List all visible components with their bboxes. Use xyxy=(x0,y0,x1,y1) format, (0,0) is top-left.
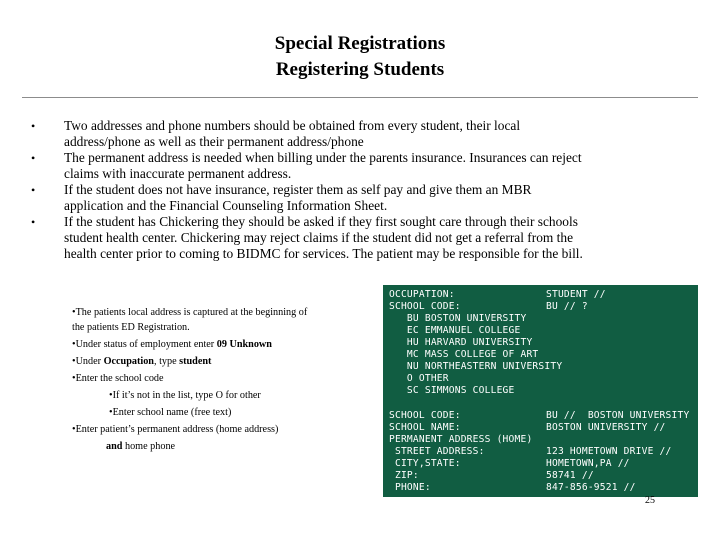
bullet-line: student health center. Chickering may reject claims if the student did not get a referral from the xyxy=(64,230,574,245)
terminal-row xyxy=(389,446,672,458)
terminal-field-label: SCHOOL NAME: xyxy=(389,422,461,433)
terminal-row xyxy=(389,482,636,494)
terminal-row xyxy=(389,301,588,313)
terminal-field-label: OCCUPATION: xyxy=(389,289,455,300)
terminal-field-label: ZIP: xyxy=(389,470,419,481)
bullet-item xyxy=(0,214,684,262)
bullet-line: address/phone as well as their permanent address/phone xyxy=(64,134,364,149)
terminal-row xyxy=(389,385,515,397)
terminal-row xyxy=(389,422,666,434)
bullet-marker: • xyxy=(31,151,36,165)
terminal-row xyxy=(389,410,690,422)
note-school-code: •Enter the school code xyxy=(72,373,164,384)
terminal-field-label: HU HARVARD UNIVERSITY xyxy=(389,337,533,348)
note-employment: •Under status of employment enter 09 Unknown xyxy=(72,339,272,350)
terminal-row xyxy=(389,470,594,482)
terminal-field-label: BU BOSTON UNIVERSITY xyxy=(389,313,527,324)
terminal-row xyxy=(389,313,526,325)
terminal-field-value: BOSTON UNIVERSITY // xyxy=(546,422,666,433)
note-permanent-address: •Enter patient’s permanent address (home address) xyxy=(72,424,279,435)
terminal-row xyxy=(389,361,562,373)
terminal-field-value: 847-856-9521 // xyxy=(546,482,636,493)
note-occupation: •Under Occupation, type student xyxy=(72,356,212,367)
terminal-row xyxy=(389,373,449,385)
terminal-row xyxy=(389,337,532,349)
terminal-row xyxy=(389,325,520,337)
slide-title xyxy=(0,31,720,83)
bullet-line: The permanent address is needed when billing under the parents insurance. Insurances can reject xyxy=(64,150,582,165)
terminal-field-label: O OTHER xyxy=(389,373,449,384)
note-local-address-cont: the patients ED Registration. xyxy=(72,322,190,333)
note-school-name: •Enter school name (free text) xyxy=(109,407,232,418)
terminal-row xyxy=(389,434,532,446)
terminal-field-label: SCHOOL CODE: xyxy=(389,301,461,312)
note-home-phone: and home phone xyxy=(106,441,176,452)
title-line-1: Special Registrations xyxy=(274,33,446,54)
page-number: 25 xyxy=(645,495,655,506)
terminal-field-label: STREET ADDRESS: xyxy=(389,446,485,457)
terminal-field-label: SC SIMMONS COLLEGE xyxy=(389,385,515,396)
bullet-item xyxy=(0,150,684,182)
registration-notes xyxy=(72,304,364,455)
bullet-item xyxy=(0,118,684,150)
bullet-marker: • xyxy=(31,183,36,197)
bullet-line: application and the Financial Counseling Information Sheet. xyxy=(64,198,388,213)
terminal-field-label: NU NORTHEASTERN UNIVERSITY xyxy=(389,361,563,372)
terminal-field-value: STUDENT // xyxy=(546,289,606,300)
registration-terminal-screenshot xyxy=(383,285,698,497)
bullet-line: Two addresses and phone numbers should be obtained from every student, their local xyxy=(64,118,521,133)
terminal-row xyxy=(389,289,606,301)
bullet-line: health center prior to coming to BIDMC for services. The patient may be responsible for the bill. xyxy=(64,246,583,261)
bullet-marker: • xyxy=(31,215,36,229)
note-other-code: •If it’s not in the list, type O for other xyxy=(109,390,261,401)
terminal-field-label: PERMANENT ADDRESS (HOME) xyxy=(389,434,533,445)
title-line-2: Registering Students xyxy=(275,59,445,80)
bullet-line: If the student does not have insurance, register them as self pay and give them an MBR xyxy=(64,182,532,197)
terminal-field-label: MC MASS COLLEGE OF ART xyxy=(389,349,539,360)
terminal-field-value: BU // BOSTON UNIVERSITY xyxy=(546,410,690,421)
bullet-list xyxy=(0,118,720,262)
bullet-item xyxy=(0,182,684,214)
terminal-field-value: BU // ? xyxy=(546,301,588,312)
terminal-field-label: EC EMMANUEL COLLEGE xyxy=(389,325,521,336)
bullet-line: If the student has Chickering they should be asked if they first sought care through their schools xyxy=(64,214,578,229)
title-divider xyxy=(22,97,698,98)
terminal-field-label: PHONE: xyxy=(389,482,431,493)
terminal-field-value: 123 HOMETOWN DRIVE // xyxy=(546,446,672,457)
terminal-field-value: HOMETOWN,PA // xyxy=(546,458,630,469)
terminal-field-label: SCHOOL CODE: xyxy=(389,410,461,421)
terminal-row xyxy=(389,458,630,470)
terminal-field-label: CITY,STATE: xyxy=(389,458,461,469)
terminal-field-value: 58741 // xyxy=(546,470,594,481)
bullet-marker: • xyxy=(31,119,36,133)
note-local-address: •The patients local address is captured at the beginning of xyxy=(72,307,308,318)
bullet-line: claims with inaccurate permanent address. xyxy=(64,166,292,181)
terminal-row xyxy=(389,349,538,361)
